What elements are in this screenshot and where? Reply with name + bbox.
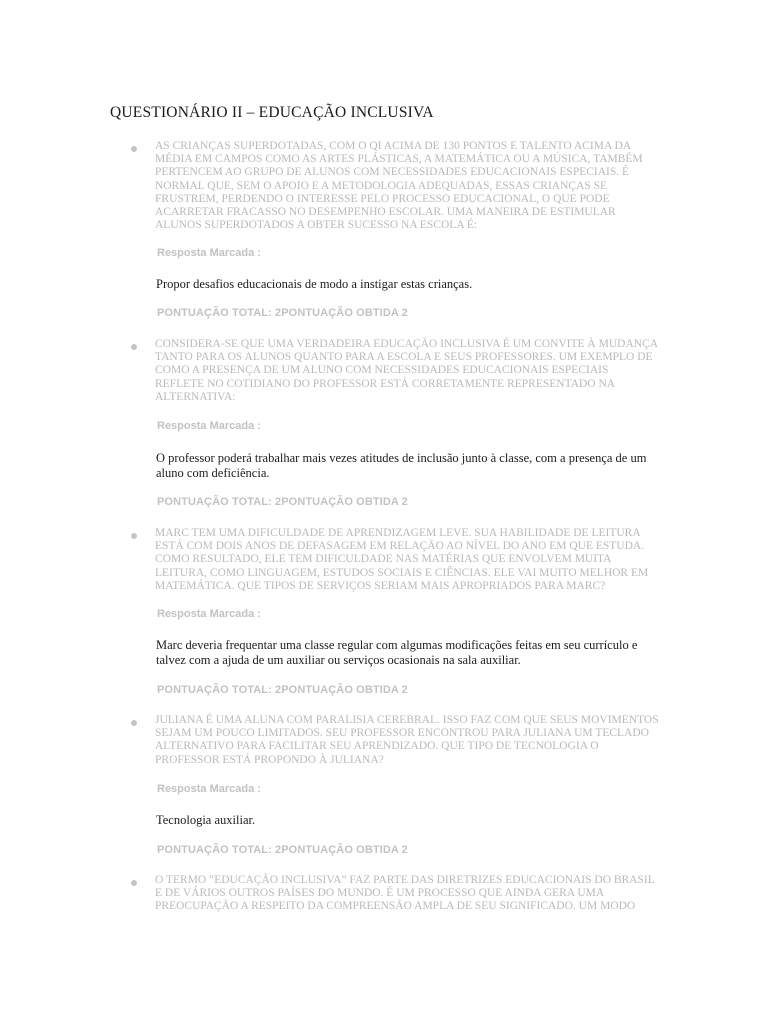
question-text: AS CRIANÇAS SUPERDOTADAS, COM O QI ACIMA DE 130 PONTOS E TALENTO ACIMA DA MÉDIA EM CAMPOS COMO AS ARTES PLÁSTICAS, A MATEMÁTICA OU A MÚSICA, TAMBÉM PERTENCEM AO GRUPO DE ALUNOS COM NECESSIDADES EDUCACIONAIS ESPECIAIS. É NORMAL QUE, SEM O APOIO E A METODOLOGIA ADEQUADAS, ESSAS CRIANÇAS SE FRUSTREM, PERDENDO O INTERESSE PELO PROCESSO EDUCACIONAL, O QUE PODE ACARRETAR FRACASSO NO DESEMPENHO ESCOLAR. UMA MANEIRA DE ESTIMULAR ALUNOS SUPERDOTADOS A OBTER SUCESSO NA ESCOLA É:	[155, 140, 643, 232]
question-text: JULIANA É UMA ALUNA COM PARALISIA CEREBRAL. ISSO FAZ COM QUE SEUS MOVIMENTOS SEJAM UM POUCO LIMITADOS. SEU PROFESSOR ENCONTROU PARA JULIANA UM TECLADO ALTERNATIVO PARA FACILITAR SEU APRENDIZADO. QUE TIPO DE TECNOLOGIA O PROFESSOR ESTÁ PROPONDO À JULIANA?	[155, 714, 659, 766]
answer-label: Resposta Marcada :	[157, 247, 261, 259]
bullet-icon	[131, 533, 137, 539]
score-line: PONTUAÇÃO TOTAL: 2PONTUAÇÃO OBTIDA 2	[157, 307, 408, 319]
answer-text: Propor desafios educacionais de modo a instigar estas crianças.	[156, 277, 473, 291]
bullet-icon	[131, 720, 137, 726]
score-line: PONTUAÇÃO TOTAL: 2PONTUAÇÃO OBTIDA 2	[157, 844, 408, 856]
bullet-icon	[131, 146, 137, 152]
page-title: QUESTIONÁRIO II – EDUCAÇÃO INCLUSIVA	[110, 104, 434, 121]
answer-text: O professor poderá trabalhar mais vezes atitudes de inclusão junto à classe, com a presença de um aluno com deficiência.	[156, 451, 647, 480]
bullet-icon	[131, 880, 137, 886]
answer-label: Resposta Marcada :	[157, 420, 261, 432]
answer-text: Marc deveria frequentar uma classe regular com algumas modificações feitas em seu currículo e talvez com a ajuda de um auxiliar ou serviços ocasionais na sala auxiliar.	[156, 638, 638, 667]
score-line: PONTUAÇÃO TOTAL: 2PONTUAÇÃO OBTIDA 2	[157, 496, 408, 508]
answer-text: Tecnologia auxiliar.	[156, 813, 256, 827]
bullet-icon	[131, 344, 137, 350]
question-text: O TERMO “EDUCAÇÃO INCLUSIVA” FAZ PARTE DAS DIRETRIZES EDUCACIONAIS DO BRASIL E DE VÁRIOS OUTROS PAÍSES DO MUNDO. É UM PROCESSO QUE AINDA GERA UMA PREOCUPAÇÃO A RESPEITO DA COMPREENSÃO AMPLA DE SEU SIGNIFICADO. UM MODO	[155, 874, 655, 913]
question-text: MARC TEM UMA DIFICULDADE DE APRENDIZAGEM LEVE. SUA HABILIDADE DE LEITURA ESTÁ COM DOIS ANOS DE DEFASAGEM EM RELAÇÃO AO NÍVEL DO ANO EM QUE ESTUDA. COMO RESULTADO, ELE TEM DIFICULDADE NAS MATÉRIAS QUE ENVOLVEM MUITA LEITURA, COMO LINGUAGEM, ESTUDOS SOCIAIS E CIÊNCIAS. ELE VAI MUITO MELHOR EM MATEMÁTICA. QUE TIPOS DE SERVIÇOS SERIAM MAIS APROPRIADOS PARA MARC?	[155, 527, 649, 592]
score-line: PONTUAÇÃO TOTAL: 2PONTUAÇÃO OBTIDA 2	[157, 684, 408, 696]
answer-label: Resposta Marcada :	[157, 608, 261, 620]
answer-label: Resposta Marcada :	[157, 783, 261, 795]
question-text: CONSIDERA-SE QUE UMA VERDADEIRA EDUCAÇÃO INCLUSIVA É UM CONVITE À MUDANÇA TANTO PARA OS ALUNOS QUANTO PARA A ESCOLA E SEUS PROFESSORES. UM EXEMPLO DE COMO A PRESENÇA DE UM ALUNO COM NECESSIDADES EDUCACIONAIS ESPECIAIS REFLETE NO COTIDIANO DO PROFESSOR ESTÁ CORRETAMENTE REPRESENTADO NA ALTERNATIVA:	[155, 338, 658, 403]
